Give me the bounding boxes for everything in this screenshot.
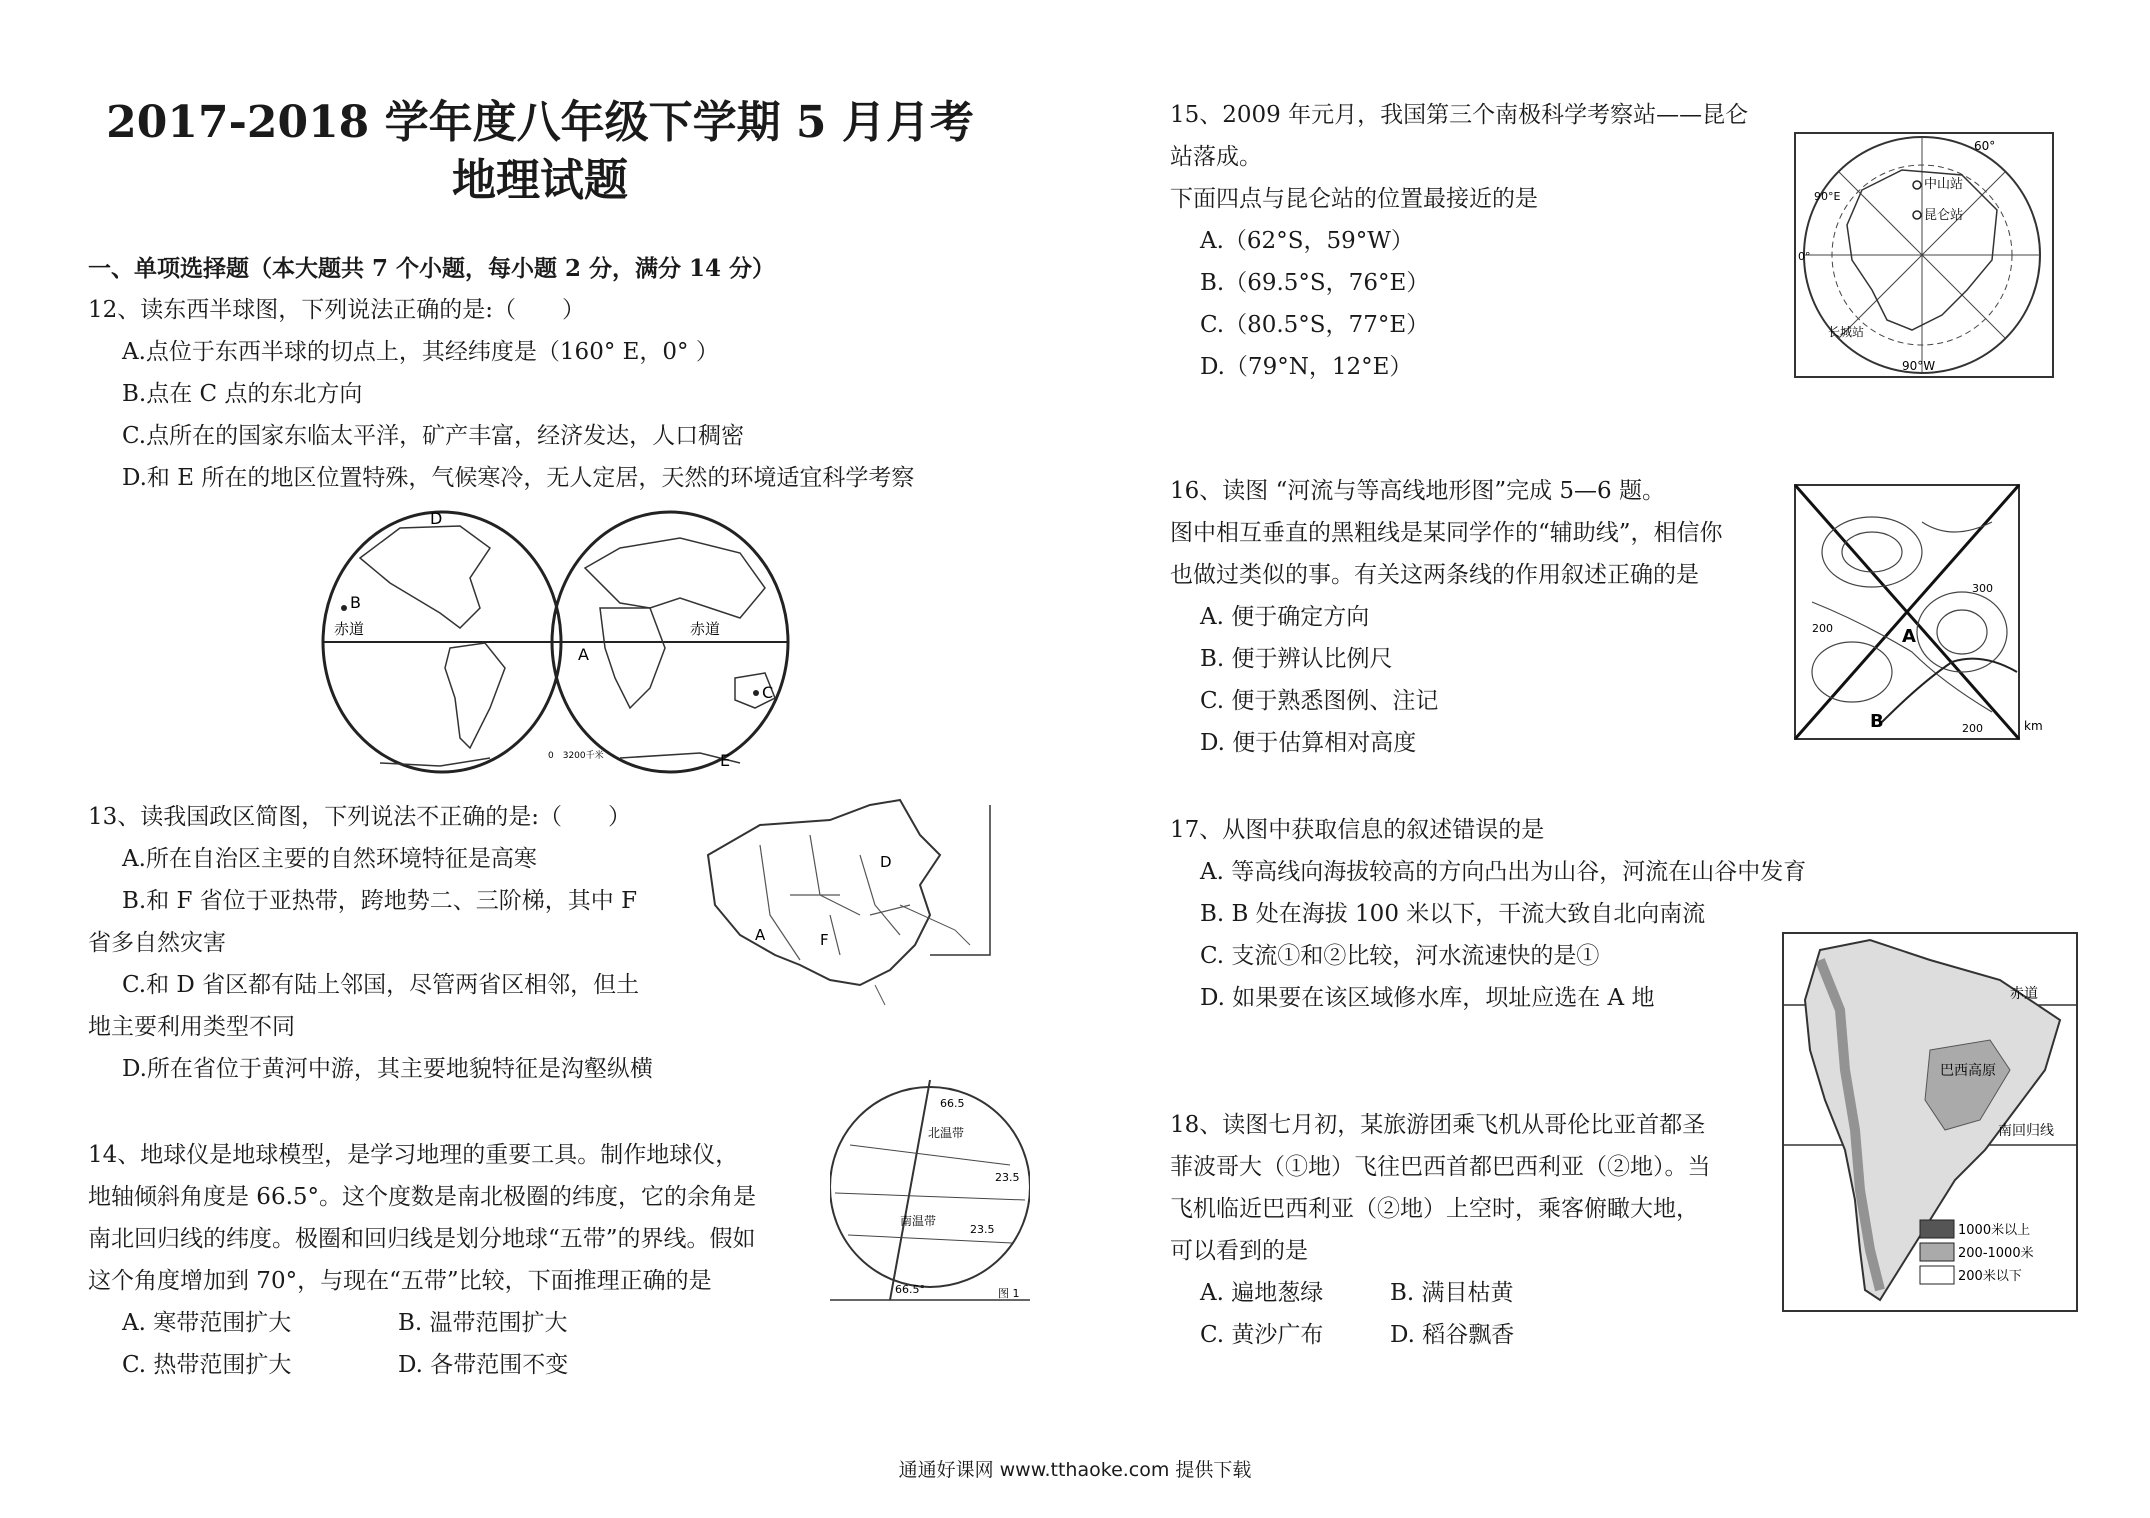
q15-option-d: D.（79°N，12°E） (1200, 354, 1413, 380)
q12-option-c: C.点所在的国家东临太平洋，矿产丰富，经济发达，人口稠密 (122, 423, 745, 449)
globe-top-degree: 66.5 (940, 1097, 965, 1110)
q14-stem-line4: 这个角度增加到 70°，与现在“五带”比较，下面推理正确的是 (88, 1268, 712, 1294)
q18-stem-line3: 飞机临近巴西利亚（②地）上空时，乘客俯瞰大地， (1170, 1196, 1699, 1222)
antarctica-map (1792, 130, 2057, 380)
china-map-point-d: D (880, 853, 892, 871)
q18-option-a: A. 遍地葱绿 (1200, 1280, 1324, 1306)
q16-stem-line1: 16、读图 “河流与等高线地形图”完成 5—6 题。 (1170, 478, 1665, 504)
q18-option-d: D. 稻谷飘香 (1390, 1322, 1515, 1348)
contour-label-300: 300 (1972, 582, 1993, 595)
legend-1000-label: 1000米以上 (1958, 1223, 2031, 1238)
right-column (1080, 0, 2150, 1518)
contour-river-map (1792, 482, 2057, 742)
q16-option-b: B. 便于辨认比例尺 (1200, 646, 1393, 672)
contour-label-200b: 200 (1962, 722, 1983, 735)
sa-equator-label: 赤道 (2010, 986, 2038, 1002)
kunlun-station-label: 昆仑站 (1924, 208, 1964, 223)
q15-option-a: A.（62°S，59°W） (1200, 228, 1414, 254)
q15-stem-line2: 站落成。 (1170, 144, 1262, 170)
globe-tilt-diagram (830, 1075, 1030, 1315)
q17-option-a: A. 等高线向海拔较高的方向凸出为山谷，河流在山谷中发育 (1200, 859, 1807, 885)
map-scale: 0 3200千米 (548, 751, 604, 761)
map-point-a: A (578, 645, 589, 664)
q15-stem-line1: 15、2009 年元月，我国第三个南极科学考察站——昆仑 (1170, 102, 1749, 128)
q17-stem: 17、从图中获取信息的叙述错误的是 (1170, 817, 1545, 843)
contour-scale-km: km (2024, 719, 2043, 733)
china-map-point-a: A (755, 926, 766, 944)
q13-option-a: A.所在自治区主要的自然环境特征是高寒 (122, 846, 537, 872)
map-point-e: E (720, 751, 731, 770)
q13-stem: 13、读我国政区简图，下列说法不正确的是:（ ） (88, 804, 632, 830)
q12-stem: 12、读东西半球图，下列说法正确的是:（ ） (88, 297, 586, 323)
q16-stem-line3: 也做过类似的事。有关这两条线的作用叙述正确的是 (1170, 562, 1699, 588)
q16-stem-line2: 图中相互垂直的黑粗线是某同学作的“辅助线”，相信你 (1170, 520, 1723, 546)
section-heading: 一、单项选择题（本大题共 7 个小题，每小题 2 分，满分 14 分） (88, 255, 776, 282)
globe-bottom-degree: 66.5° (895, 1283, 925, 1296)
map-equator-label-east: 赤道 (690, 620, 721, 638)
globe-caption: 图 1 (998, 1287, 1020, 1300)
page-subtitle: 地理试题 (452, 155, 628, 206)
contour-point-a: A (1902, 626, 1916, 647)
map-point-b: B (350, 593, 361, 612)
china-map-point-f: F (820, 931, 829, 949)
q14-stem-line2: 地轴倾斜角度是 66.5°。这个度数是南北极圈的纬度，它的余角是 (88, 1184, 757, 1210)
q16-option-a: A. 便于确定方向 (1200, 604, 1370, 630)
globe-south-temperate-label: 南温带 (900, 1214, 937, 1228)
q17-option-c: C. 支流①和②比较，河水流速快的是① (1200, 943, 1600, 969)
page-title: 2017-2018 学年度八年级下学期 5 月月考 (106, 97, 974, 148)
q14-option-c: C. 热带范围扩大 (122, 1352, 292, 1378)
antarctica-degree-90e: 90°E (1814, 190, 1841, 203)
q17-option-b: B. B 处在海拔 100 米以下，干流大致自北向南流 (1200, 901, 1706, 927)
map-equator-label-west: 赤道 (334, 620, 365, 638)
globe-north-temperate-label: 北温带 (928, 1126, 965, 1140)
q15-option-c: C.（80.5°S，77°E） (1200, 312, 1430, 338)
q12-option-b: B.点在 C 点的东北方向 (122, 381, 363, 407)
antarctica-degree-0: 0° (1798, 250, 1811, 263)
page-footer: 通通好课网 www.tthaoke.com 提供下载 (898, 1459, 1252, 1481)
q14-stem-line3: 南北回归线的纬度。极圈和回归线是划分地球“五带”的界线。假如 (88, 1226, 756, 1252)
contour-label-200a: 200 (1812, 622, 1833, 635)
q18-option-b: B. 满目枯黄 (1390, 1280, 1514, 1306)
q14-option-a: A. 寒带范围扩大 (122, 1310, 292, 1336)
legend-200-label: 200米以下 (1958, 1269, 2022, 1284)
q18-stem-line2: 菲波哥大（①地）飞往巴西首都巴西利亚（②地）。当 (1170, 1154, 1711, 1180)
globe-degree-23-north: 23.5 (995, 1171, 1020, 1184)
q13-option-c-line2: 地主要利用类型不同 (88, 1014, 295, 1040)
hemisphere-map (320, 508, 790, 778)
china-province-map (700, 795, 1005, 1025)
q14-option-b: B. 温带范围扩大 (398, 1310, 568, 1336)
q12-option-d: D.和 E 所在的地区位置特殊，气候寒冷，无人定居，天然的环境适宜科学考察 (122, 465, 915, 491)
q13-option-b-line2: 省多自然灾害 (88, 930, 226, 956)
q18-option-c: C. 黄沙广布 (1200, 1322, 1324, 1348)
south-america-map (1780, 930, 2080, 1315)
q18-stem-line1: 18、读图七月初，某旅游团乘飞机从哥伦比亚首都圣 (1170, 1112, 1706, 1138)
map-point-d: D (430, 509, 443, 528)
q13-option-d: D.所在省位于黄河中游，其主要地貌特征是沟壑纵横 (122, 1056, 653, 1082)
q15-stem-line3: 下面四点与昆仑站的位置最接近的是 (1170, 186, 1538, 212)
changcheng-station-label: 长城站 (1828, 325, 1865, 339)
q12-option-a: A.点位于东西半球的切点上，其经纬度是（160° E，0° ） (122, 339, 719, 365)
globe-degree-23-south: 23.5 (970, 1223, 995, 1236)
q13-option-b-line1: B.和 F 省位于亚热带，跨地势二、三阶梯，其中 F (122, 888, 638, 914)
sa-tropic-label: 南回归线 (1998, 1123, 2054, 1139)
q14-option-d: D. 各带范围不变 (398, 1352, 569, 1378)
q18-stem-line4: 可以看到的是 (1170, 1238, 1308, 1264)
contour-point-b: B (1870, 711, 1884, 732)
q14-stem-line1: 14、地球仪是地球模型，是学习地理的重要工具。制作地球仪， (88, 1142, 739, 1168)
zhongshan-station-label: 中山站 (1924, 177, 1964, 192)
antarctica-degree-90w: 90°W (1902, 359, 1936, 373)
q13-option-c-line1: C.和 D 省区都有陆上邻国，尽管两省区相邻，但土 (122, 972, 640, 998)
q17-option-d: D. 如果要在该区域修水库，坝址应选在 A 地 (1200, 985, 1655, 1011)
legend-200-1000-label: 200-1000米 (1958, 1246, 2034, 1261)
map-point-c: C (762, 683, 774, 702)
sa-brazil-plateau-label: 巴西高原 (1940, 1063, 1996, 1079)
q16-option-d: D. 便于估算相对高度 (1200, 730, 1417, 756)
antarctica-degree-60: 60° (1974, 139, 1996, 153)
q15-option-b: B.（69.5°S，76°E） (1200, 270, 1430, 296)
q16-option-c: C. 便于熟悉图例、注记 (1200, 688, 1439, 714)
